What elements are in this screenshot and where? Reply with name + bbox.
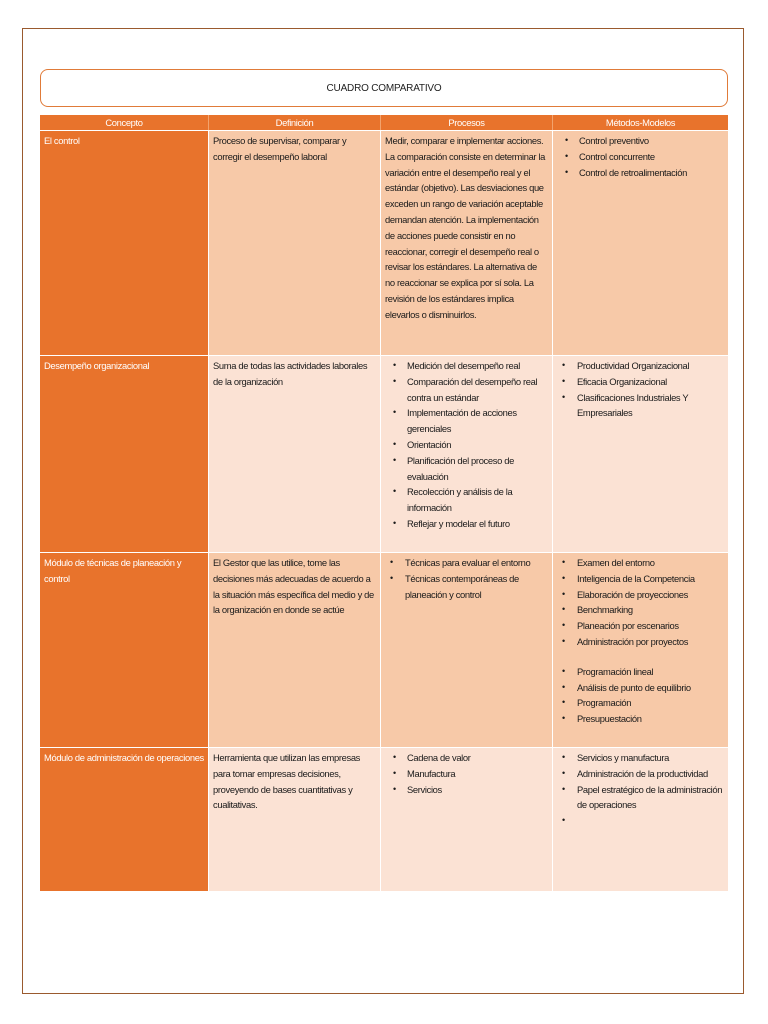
list-item: • Medición del desempeño real [385,358,548,374]
list-item: • Programación lineal [557,664,724,680]
processes-cell [381,552,553,747]
list-item: • Benchmarking [557,602,724,618]
definition-cell: Suma de todas las actividades laborales de la organización [209,355,381,552]
list-item: • Planificación del proceso de evaluación [385,453,548,485]
list-item: • Planeación por escenarios [557,618,724,634]
methods-cell [553,552,728,747]
header-concepto: Concepto [40,115,209,130]
concept-cell: El control [40,130,209,355]
table-row [40,552,728,747]
list-item: • Papel estratégico de la administración de operaciones [557,782,724,814]
methods-cell [553,130,728,355]
list-item: • Administración por proyectos [557,634,724,650]
list-item: • Cadena de valor [385,750,548,766]
list-item: • Control de retroalimentación [557,165,724,181]
list-item: • Análisis de punto de equilibrio [557,680,724,696]
list-item: • Manufactura [385,766,548,782]
definition-cell: El Gestor que las utilice, tome las decisiones más adecuadas de acuerdo a la situación más específica del medio y de la organización en donde se actúe [209,552,381,747]
header-procesos: Procesos [381,115,553,130]
list-item: • Técnicas para evaluar el entorno [385,555,548,571]
list-item: • Orientación [385,437,548,453]
header-definicion: Definición [209,115,381,130]
list-item: • Administración de la productividad [557,766,724,782]
table-title: CUADRO COMPARATIVO [40,69,728,107]
list-item: • Servicios y manufactura [557,750,724,766]
concept-cell: Módulo de administración de operaciones [40,747,209,891]
list-item: • Programación [557,695,724,711]
definition-cell: Herramienta que utilizan las empresas para tomar empresas decisiones, proveyendo de bases cuantitativas y cualitativas. [209,747,381,891]
list-item: • Técnicas contemporáneas de planeación y control [385,571,548,603]
concept-cell: Desempeño organizacional [40,355,209,552]
processes-cell: Medir, comparar e implementar acciones. La comparación consiste en determinar la variación entre el desempeño real y el estándar (objetivo). Las desviaciones que exceden un rango de variación aceptable demandan atención. La implementación de acciones puede consistir en no reaccionar, corregir el desempeño real o revisar los estándares. La alternativa de no reaccionar se explica por sí sola. La revisión de los estándares implica elevarlos o disminuirlos. [381,130,553,355]
list-item: • Control concurrente [557,149,724,165]
list-item: • Inteligencia de la Competencia [557,571,724,587]
table-row [40,130,728,355]
list-item: • Productividad Organizacional [557,358,724,374]
methods-cell [553,747,728,891]
definition-cell: Proceso de supervisar, comparar y corregir el desempeño laboral [209,130,381,355]
list-item: • Presupuestación [557,711,724,727]
list-item: • Clasificaciones Industriales Y Empresariales [557,390,724,422]
processes-cell [381,747,553,891]
list-item: • Reflejar y modelar el futuro [385,516,548,532]
list-item: • Recolección y análisis de la información [385,484,548,516]
list-item: • Examen del entorno [557,555,724,571]
table-header-row [40,115,728,130]
list-item: • Elaboración de proyecciones [557,587,724,603]
processes-cell [381,355,553,552]
list-item: • Comparación del desempeño real contra un estándar [385,374,548,406]
table-row [40,747,728,891]
list-item: • Eficacia Organizacional [557,374,724,390]
table-row [40,355,728,552]
methods-cell [553,355,728,552]
header-metodos-modelos: Métodos-Modelos [553,115,728,130]
list-item: • Control preventivo [557,133,724,149]
comparison-table [40,115,728,891]
list-item: • Implementación de acciones gerenciales [385,405,548,437]
list-item: • Servicios [385,782,548,798]
concept-cell: Módulo de técnicas de planeación y control [40,552,209,747]
